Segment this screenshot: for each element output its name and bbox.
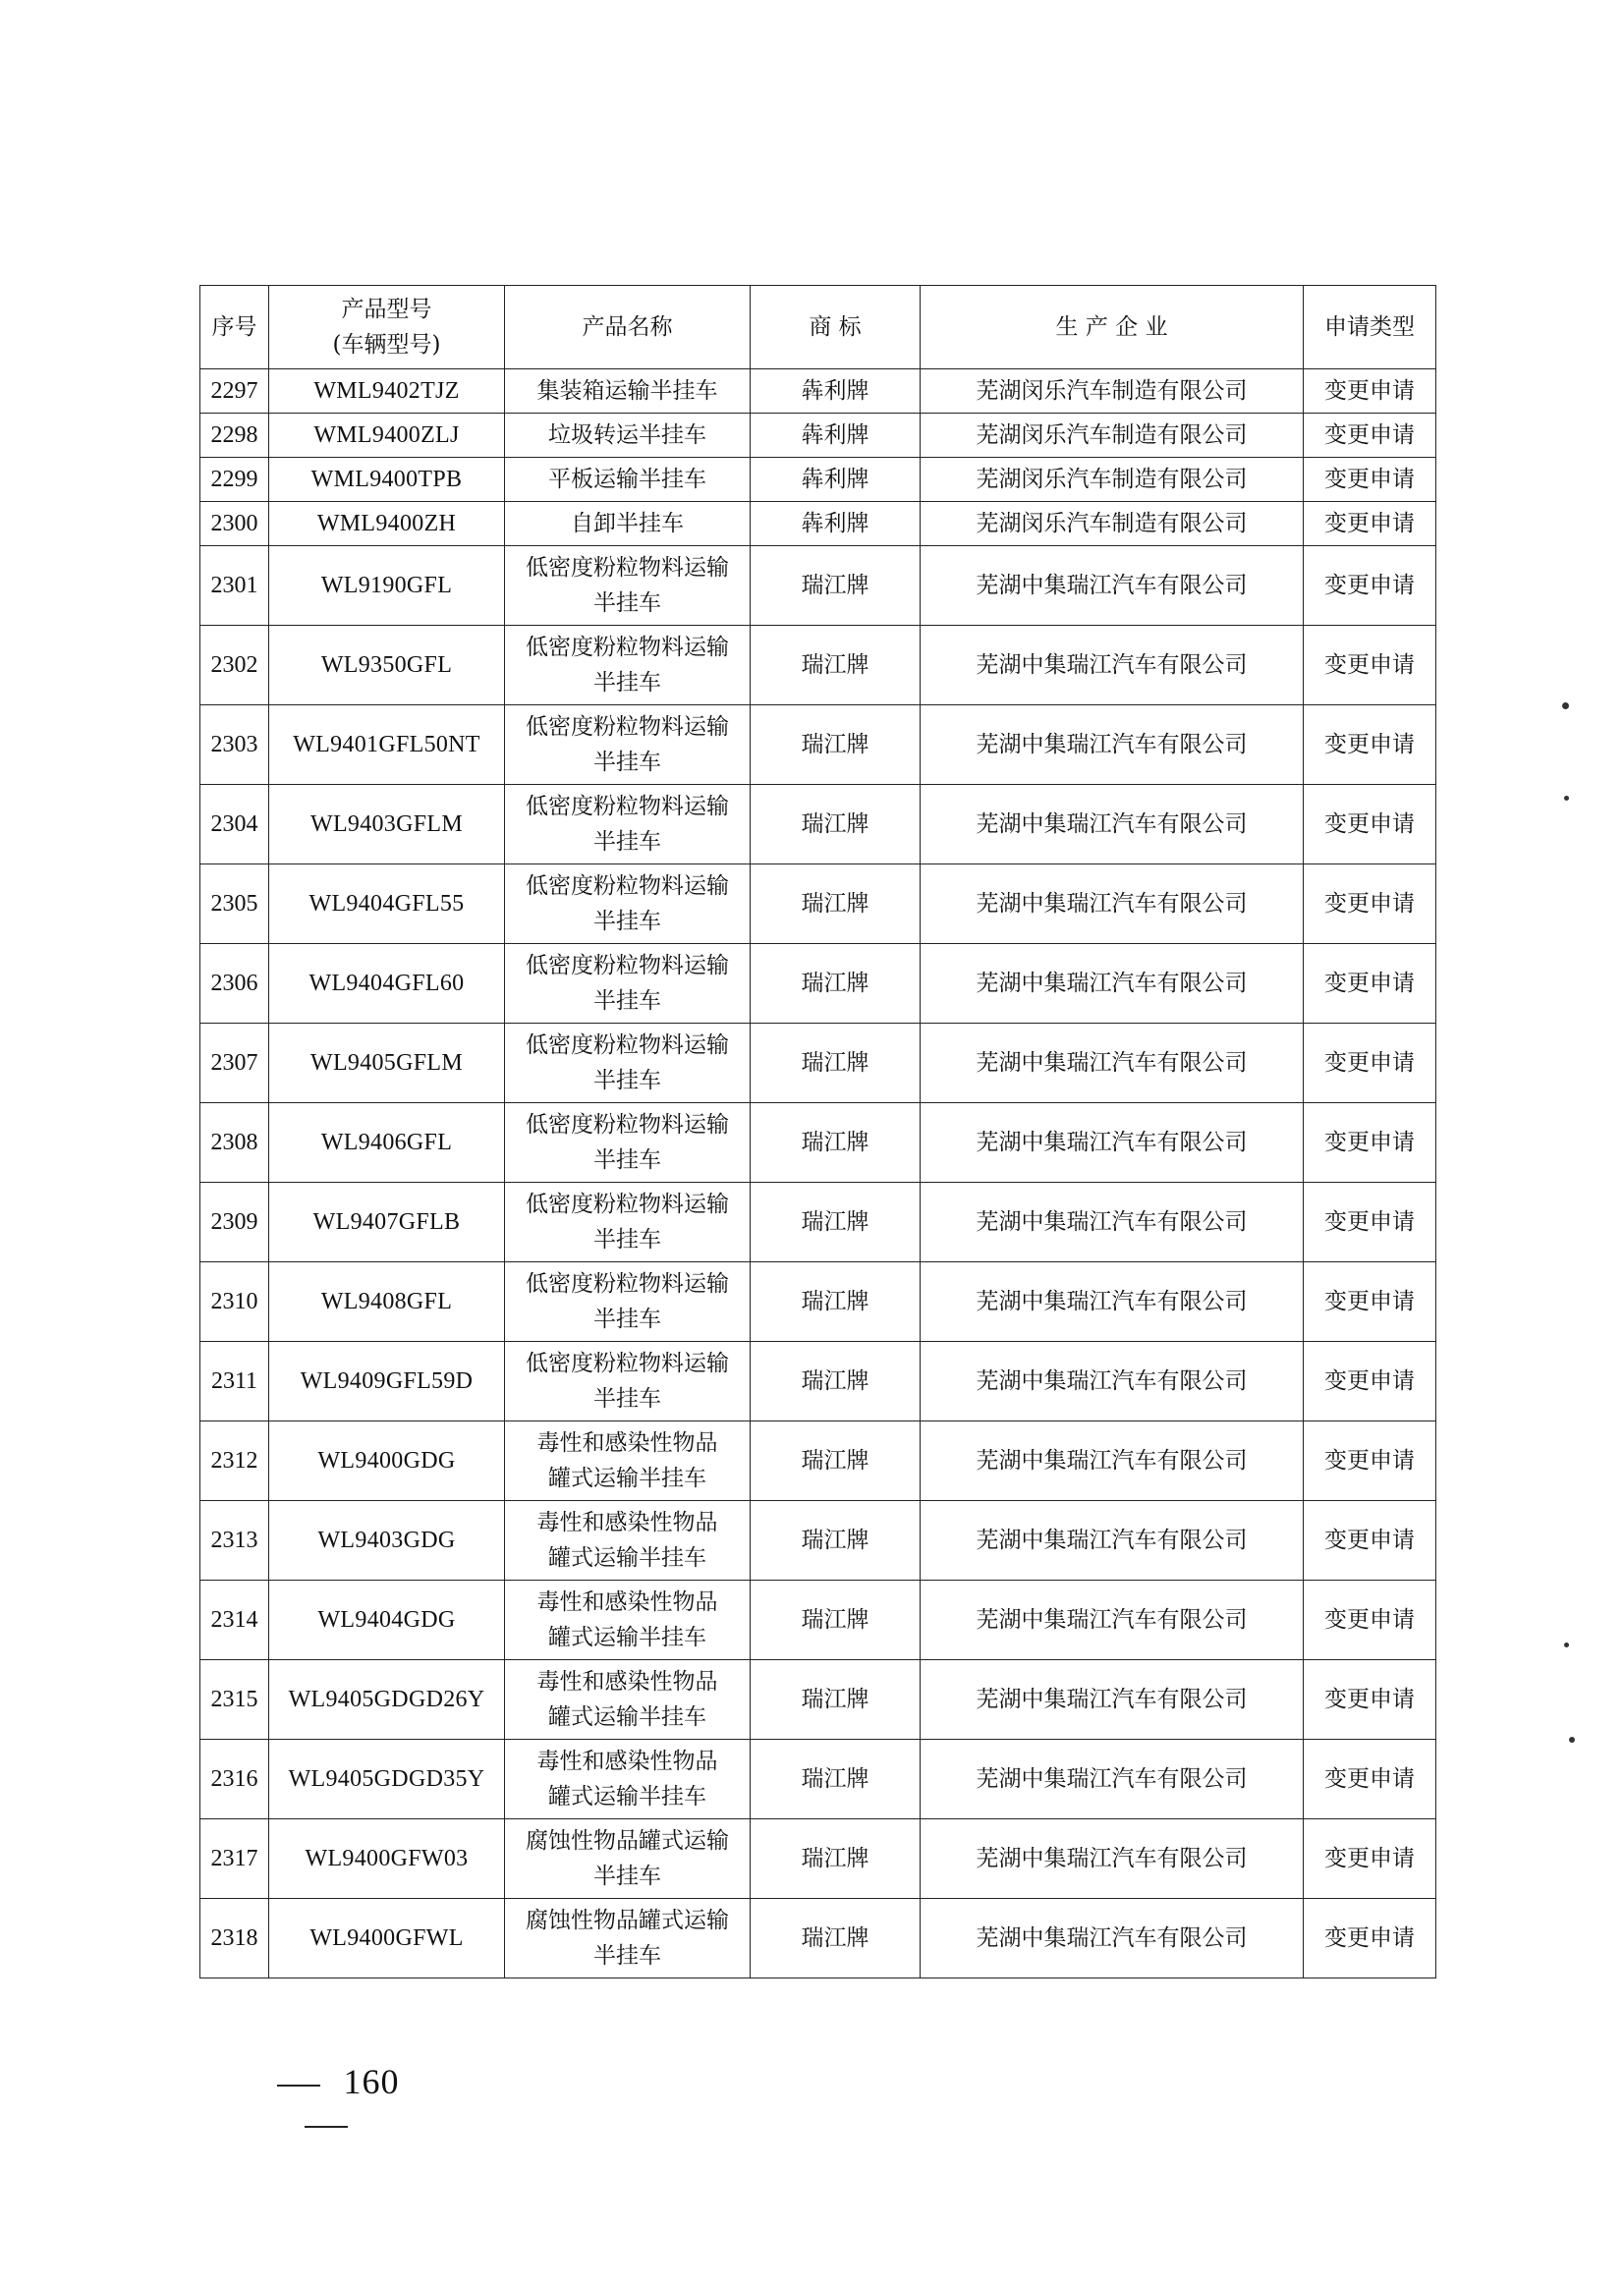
cell-name-line: 集装箱运输半挂车 xyxy=(536,378,718,404)
cell-name-line: 半挂车 xyxy=(593,590,661,616)
cell-name xyxy=(505,944,751,1024)
cell-name-line: 低密度粉粒物料运输 xyxy=(526,1351,729,1376)
cell-company: 芜湖中集瑞江汽车有限公司 xyxy=(921,1740,1304,1819)
cell-name-line: 半挂车 xyxy=(593,750,661,775)
cell-model: WL9350GFL xyxy=(269,626,505,705)
cell-name-line: 低密度粉粒物料运输 xyxy=(526,794,729,819)
table-row xyxy=(200,1262,1436,1342)
table-row xyxy=(200,1103,1436,1183)
cell-seq: 2310 xyxy=(200,1262,269,1342)
cell-name-line: 垃圾转运半挂车 xyxy=(548,422,706,448)
cell-model: WL9401GFL50NT xyxy=(269,705,505,785)
cell-name xyxy=(505,626,751,705)
cell-seq: 2312 xyxy=(200,1421,269,1501)
cell-type: 变更申请 xyxy=(1304,1740,1436,1819)
cell-brand: 瑞江牌 xyxy=(751,1899,921,1978)
table-row xyxy=(200,1899,1436,1978)
cell-seq: 2301 xyxy=(200,546,269,626)
cell-name-line: 半挂车 xyxy=(593,670,661,696)
cell-company: 芜湖闵乐汽车制造有限公司 xyxy=(921,369,1304,414)
cell-name-line: 低密度粉粒物料运输 xyxy=(526,1271,729,1297)
cell-name-line: 低密度粉粒物料运输 xyxy=(526,1112,729,1138)
cell-type: 变更申请 xyxy=(1304,1421,1436,1501)
header-seq: 序号 xyxy=(200,286,269,369)
table-row xyxy=(200,1183,1436,1262)
header-company: 生 产 企 业 xyxy=(921,286,1304,369)
cell-model: WL9407GFLB xyxy=(269,1183,505,1262)
cell-type: 变更申请 xyxy=(1304,785,1436,864)
cell-model: WML9400TPB xyxy=(269,458,505,502)
cell-company: 芜湖中集瑞江汽车有限公司 xyxy=(921,1501,1304,1581)
table-row xyxy=(200,1342,1436,1421)
cell-name-line: 半挂车 xyxy=(593,1068,661,1093)
cell-seq: 2303 xyxy=(200,705,269,785)
cell-brand: 瑞江牌 xyxy=(751,864,921,944)
table-row xyxy=(200,414,1436,458)
cell-seq: 2300 xyxy=(200,502,269,546)
table-row xyxy=(200,705,1436,785)
cell-model: WL9405GFLM xyxy=(269,1024,505,1103)
cell-name-line: 半挂车 xyxy=(593,1943,661,1969)
page-number: 160 xyxy=(343,2062,400,2101)
cell-brand: 瑞江牌 xyxy=(751,1740,921,1819)
cell-name-line: 半挂车 xyxy=(593,1864,661,1889)
product-table xyxy=(199,285,1436,1978)
cell-company: 芜湖中集瑞江汽车有限公司 xyxy=(921,546,1304,626)
cell-brand: 瑞江牌 xyxy=(751,1501,921,1581)
cell-company: 芜湖中集瑞江汽车有限公司 xyxy=(921,1262,1304,1342)
cell-brand: 犇利牌 xyxy=(751,502,921,546)
table-row xyxy=(200,785,1436,864)
cell-company: 芜湖中集瑞江汽车有限公司 xyxy=(921,1899,1304,1978)
table-row xyxy=(200,944,1436,1024)
cell-name xyxy=(505,369,751,414)
scan-speck xyxy=(1564,796,1569,801)
header-type: 申请类型 xyxy=(1304,286,1436,369)
cell-name-line: 罐式运输半挂车 xyxy=(548,1784,706,1810)
cell-company: 芜湖中集瑞江汽车有限公司 xyxy=(921,864,1304,944)
cell-seq: 2297 xyxy=(200,369,269,414)
table-row xyxy=(200,864,1436,944)
cell-company: 芜湖中集瑞江汽车有限公司 xyxy=(921,1183,1304,1262)
cell-name-line: 半挂车 xyxy=(593,1227,661,1253)
cell-type: 变更申请 xyxy=(1304,458,1436,502)
cell-model: WL9403GDG xyxy=(269,1501,505,1581)
cell-name xyxy=(505,1660,751,1740)
cell-name xyxy=(505,785,751,864)
cell-name-line: 毒性和感染性物品 xyxy=(536,1430,718,1456)
cell-name-line: 半挂车 xyxy=(593,1147,661,1173)
cell-type: 变更申请 xyxy=(1304,1819,1436,1899)
table-row xyxy=(200,1740,1436,1819)
cell-brand: 瑞江牌 xyxy=(751,1103,921,1183)
page-number-footer xyxy=(208,2061,444,2144)
header-model-line2: (车辆型号) xyxy=(332,332,441,358)
cell-company: 芜湖中集瑞江汽车有限公司 xyxy=(921,626,1304,705)
cell-name xyxy=(505,1819,751,1899)
cell-brand: 瑞江牌 xyxy=(751,1262,921,1342)
scan-speck xyxy=(1562,702,1569,709)
cell-type: 变更申请 xyxy=(1304,1183,1436,1262)
cell-seq: 2314 xyxy=(200,1581,269,1660)
cell-brand: 瑞江牌 xyxy=(751,705,921,785)
table-row xyxy=(200,1819,1436,1899)
cell-model: WL9404GFL55 xyxy=(269,864,505,944)
cell-name xyxy=(505,1183,751,1262)
cell-name xyxy=(505,1262,751,1342)
table-row xyxy=(200,458,1436,502)
cell-type: 变更申请 xyxy=(1304,864,1436,944)
cell-name xyxy=(505,1740,751,1819)
table-row xyxy=(200,546,1436,626)
cell-model: WL9400GFW03 xyxy=(269,1819,505,1899)
cell-model: WL9190GFL xyxy=(269,546,505,626)
cell-name-line: 半挂车 xyxy=(593,1386,661,1412)
cell-model: WL9400GFWL xyxy=(269,1899,505,1978)
cell-seq: 2305 xyxy=(200,864,269,944)
cell-seq: 2311 xyxy=(200,1342,269,1421)
cell-name-line: 罐式运输半挂车 xyxy=(548,1704,706,1730)
cell-company: 芜湖中集瑞江汽车有限公司 xyxy=(921,1342,1304,1421)
cell-name xyxy=(505,1501,751,1581)
cell-name xyxy=(505,864,751,944)
cell-name xyxy=(505,502,751,546)
cell-brand: 瑞江牌 xyxy=(751,944,921,1024)
cell-name-line: 低密度粉粒物料运输 xyxy=(526,1032,729,1058)
cell-model: WL9404GFL60 xyxy=(269,944,505,1024)
cell-name-line: 毒性和感染性物品 xyxy=(536,1589,718,1615)
scan-speck xyxy=(1564,1643,1569,1647)
cell-name xyxy=(505,546,751,626)
cell-name-line: 毒性和感染性物品 xyxy=(536,1669,718,1695)
cell-type: 变更申请 xyxy=(1304,1899,1436,1978)
cell-company: 芜湖中集瑞江汽车有限公司 xyxy=(921,1819,1304,1899)
cell-name xyxy=(505,1421,751,1501)
cell-brand: 瑞江牌 xyxy=(751,546,921,626)
cell-seq: 2309 xyxy=(200,1183,269,1262)
cell-name xyxy=(505,414,751,458)
cell-type: 变更申请 xyxy=(1304,626,1436,705)
left-dash xyxy=(277,2085,320,2087)
cell-brand: 瑞江牌 xyxy=(751,626,921,705)
cell-name-line: 毒性和感染性物品 xyxy=(536,1749,718,1774)
cell-type: 变更申请 xyxy=(1304,1342,1436,1421)
product-table-container xyxy=(199,285,1435,1978)
cell-seq: 2316 xyxy=(200,1740,269,1819)
cell-name-line: 平板运输半挂车 xyxy=(548,467,706,492)
cell-type: 变更申请 xyxy=(1304,1581,1436,1660)
table-row xyxy=(200,626,1436,705)
cell-type: 变更申请 xyxy=(1304,502,1436,546)
cell-company: 芜湖中集瑞江汽车有限公司 xyxy=(921,1660,1304,1740)
cell-name-line: 罐式运输半挂车 xyxy=(548,1466,706,1491)
cell-brand: 犇利牌 xyxy=(751,369,921,414)
cell-name-line: 罐式运输半挂车 xyxy=(548,1545,706,1571)
cell-name-line: 半挂车 xyxy=(593,829,661,855)
cell-brand: 犇利牌 xyxy=(751,458,921,502)
cell-name xyxy=(505,705,751,785)
cell-seq: 2306 xyxy=(200,944,269,1024)
cell-seq: 2313 xyxy=(200,1501,269,1581)
cell-model: WML9400ZLJ xyxy=(269,414,505,458)
cell-name-line: 半挂车 xyxy=(593,988,661,1014)
cell-company: 芜湖中集瑞江汽车有限公司 xyxy=(921,1024,1304,1103)
cell-brand: 瑞江牌 xyxy=(751,1421,921,1501)
cell-type: 变更申请 xyxy=(1304,1262,1436,1342)
cell-name-line: 低密度粉粒物料运输 xyxy=(526,873,729,899)
cell-name xyxy=(505,1899,751,1978)
cell-model: WL9400GDG xyxy=(269,1421,505,1501)
cell-name-line: 罐式运输半挂车 xyxy=(548,1625,706,1650)
cell-company: 芜湖中集瑞江汽车有限公司 xyxy=(921,785,1304,864)
cell-company: 芜湖中集瑞江汽车有限公司 xyxy=(921,1581,1304,1660)
cell-model: WML9400ZH xyxy=(269,502,505,546)
cell-company: 芜湖闵乐汽车制造有限公司 xyxy=(921,502,1304,546)
cell-company: 芜湖闵乐汽车制造有限公司 xyxy=(921,458,1304,502)
cell-name-line: 自卸半挂车 xyxy=(571,511,684,536)
cell-name-line: 腐蚀性物品罐式运输 xyxy=(526,1908,729,1933)
cell-type: 变更申请 xyxy=(1304,414,1436,458)
cell-name-line: 低密度粉粒物料运输 xyxy=(526,714,729,740)
cell-name-line: 低密度粉粒物料运输 xyxy=(526,1192,729,1217)
cell-name xyxy=(505,458,751,502)
cell-model: WL9408GFL xyxy=(269,1262,505,1342)
cell-model: WL9405GDGD35Y xyxy=(269,1740,505,1819)
cell-type: 变更申请 xyxy=(1304,369,1436,414)
cell-model: WML9402TJZ xyxy=(269,369,505,414)
table-header-row xyxy=(200,286,1436,369)
cell-seq: 2308 xyxy=(200,1103,269,1183)
cell-type: 变更申请 xyxy=(1304,705,1436,785)
cell-brand: 瑞江牌 xyxy=(751,1183,921,1262)
cell-seq: 2299 xyxy=(200,458,269,502)
cell-brand: 瑞江牌 xyxy=(751,1581,921,1660)
cell-name xyxy=(505,1024,751,1103)
cell-name xyxy=(505,1581,751,1660)
cell-seq: 2302 xyxy=(200,626,269,705)
cell-brand: 瑞江牌 xyxy=(751,1342,921,1421)
cell-company: 芜湖闵乐汽车制造有限公司 xyxy=(921,414,1304,458)
cell-brand: 瑞江牌 xyxy=(751,1024,921,1103)
table-row xyxy=(200,1421,1436,1501)
table-row xyxy=(200,1660,1436,1740)
cell-company: 芜湖中集瑞江汽车有限公司 xyxy=(921,1421,1304,1501)
cell-name-line: 低密度粉粒物料运输 xyxy=(526,953,729,978)
cell-name-line: 毒性和感染性物品 xyxy=(536,1510,718,1535)
cell-brand: 瑞江牌 xyxy=(751,785,921,864)
cell-company: 芜湖中集瑞江汽车有限公司 xyxy=(921,1103,1304,1183)
header-model xyxy=(269,286,505,369)
cell-seq: 2315 xyxy=(200,1660,269,1740)
cell-brand: 瑞江牌 xyxy=(751,1819,921,1899)
cell-seq: 2317 xyxy=(200,1819,269,1899)
cell-model: WL9404GDG xyxy=(269,1581,505,1660)
cell-type: 变更申请 xyxy=(1304,1660,1436,1740)
table-row xyxy=(200,369,1436,414)
cell-name xyxy=(505,1342,751,1421)
header-model-line1: 产品型号 xyxy=(341,297,432,322)
cell-seq: 2307 xyxy=(200,1024,269,1103)
cell-seq: 2318 xyxy=(200,1899,269,1978)
cell-model: WL9409GFL59D xyxy=(269,1342,505,1421)
cell-type: 变更申请 xyxy=(1304,546,1436,626)
table-body xyxy=(200,369,1436,1978)
cell-name-line: 半挂车 xyxy=(593,1307,661,1332)
cell-type: 变更申请 xyxy=(1304,1501,1436,1581)
cell-name-line: 半挂车 xyxy=(593,909,661,934)
cell-type: 变更申请 xyxy=(1304,1024,1436,1103)
right-dash xyxy=(305,2126,348,2128)
table-row xyxy=(200,1581,1436,1660)
cell-type: 变更申请 xyxy=(1304,1103,1436,1183)
cell-seq: 2298 xyxy=(200,414,269,458)
cell-name-line: 腐蚀性物品罐式运输 xyxy=(526,1828,729,1854)
cell-name-line: 低密度粉粒物料运输 xyxy=(526,555,729,581)
table-row xyxy=(200,1501,1436,1581)
cell-brand: 犇利牌 xyxy=(751,414,921,458)
cell-name-line: 低密度粉粒物料运输 xyxy=(526,635,729,660)
table-row xyxy=(200,1024,1436,1103)
cell-model: WL9405GDGD26Y xyxy=(269,1660,505,1740)
header-brand: 商 标 xyxy=(751,286,921,369)
cell-model: WL9406GFL xyxy=(269,1103,505,1183)
scan-speck xyxy=(1569,1737,1575,1743)
cell-seq: 2304 xyxy=(200,785,269,864)
cell-brand: 瑞江牌 xyxy=(751,1660,921,1740)
cell-company: 芜湖中集瑞江汽车有限公司 xyxy=(921,944,1304,1024)
cell-name xyxy=(505,1103,751,1183)
table-row xyxy=(200,502,1436,546)
cell-company: 芜湖中集瑞江汽车有限公司 xyxy=(921,705,1304,785)
cell-model: WL9403GFLM xyxy=(269,785,505,864)
cell-type: 变更申请 xyxy=(1304,944,1436,1024)
header-name: 产品名称 xyxy=(505,286,751,369)
